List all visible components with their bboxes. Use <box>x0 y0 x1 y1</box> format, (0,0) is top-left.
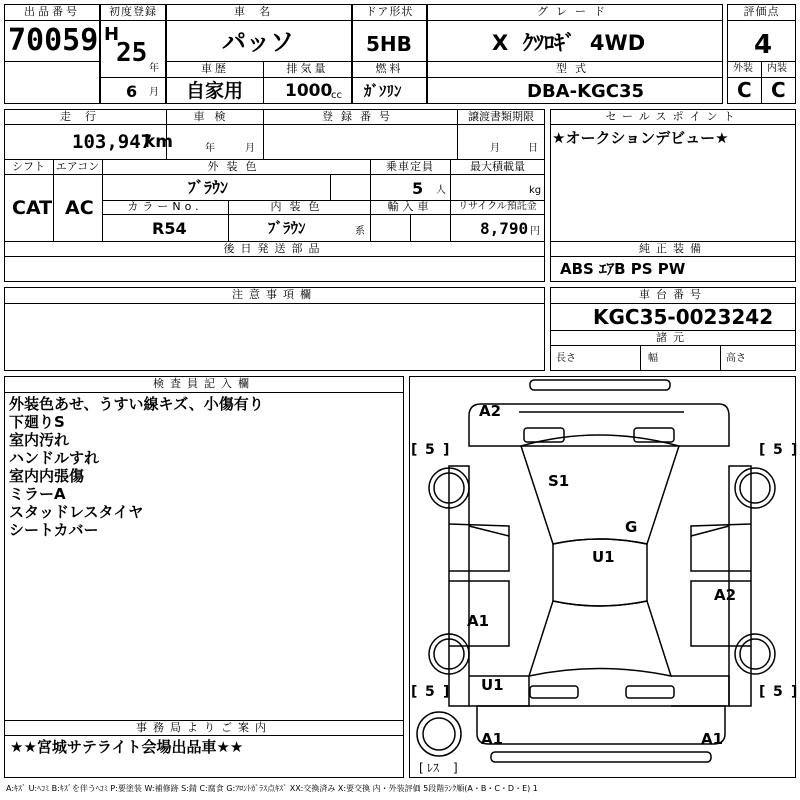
inspection-label: 車検 <box>193 110 236 123</box>
width-label: 幅 <box>648 353 658 364</box>
score: 4 <box>754 30 773 60</box>
later-parts-label: 後日発送部品 <box>223 242 326 255</box>
inspector-notes <box>9 395 264 539</box>
caution-label: 注意事項欄 <box>232 288 317 301</box>
svg-text:[: [ <box>759 442 766 458</box>
sales-point-label: セールスポイント <box>605 110 741 123</box>
inspector-label: 検査員記入欄 <box>153 377 255 390</box>
mileage: 103,947 <box>72 131 153 153</box>
tire-fl: 5 <box>425 442 435 458</box>
svg-text:[: [ <box>759 684 766 700</box>
inspector-note: ハンドルすれ <box>9 449 100 467</box>
svg-text:]: ] <box>791 442 798 458</box>
transfer-day-unit: 日 <box>528 143 538 154</box>
grade-label: グレード <box>537 5 613 18</box>
ext-color-label: 外装色 <box>207 160 265 173</box>
grade: X ｸﾂﾛｷﾞ 4WD <box>492 31 646 55</box>
sales-point-text: ★オークションデビュー★ <box>552 129 729 147</box>
ac-label: エアコン <box>55 160 100 173</box>
inspector-note: シートカバー <box>9 521 99 539</box>
recycle-unit: 円 <box>530 226 540 237</box>
reg-month-unit: 月 <box>149 87 159 98</box>
car-name-label: 車名 <box>234 5 284 18</box>
mark-a2-right: A2 <box>714 586 737 604</box>
office-label: 事務局よりご案内 <box>136 721 272 734</box>
displacement-unit: cc <box>331 90 342 101</box>
mileage-label: 走行 <box>60 110 110 123</box>
displacement-label: 排気量 <box>286 62 329 75</box>
reg-month: 6 <box>126 82 138 101</box>
import-label: 輸入車 <box>387 200 433 213</box>
lot-number: 70059 <box>8 23 99 58</box>
ac: AC <box>65 197 94 219</box>
spare-tire-label: ﾚｽ <box>427 761 440 775</box>
mark-a1-rear-left: A1 <box>481 730 504 748</box>
mark-u1-roof: U1 <box>592 548 615 566</box>
model: DBA-KGC35 <box>527 81 645 102</box>
chassis-number: KGC35-0023242 <box>593 305 774 329</box>
equipment-text: ABS ｴｱB PS PW <box>560 260 686 278</box>
history: 自家用 <box>186 80 244 102</box>
inspector-note: 外装色あせ、うすい線キズ、小傷有り <box>9 395 264 413</box>
door: 5HB <box>366 32 412 56</box>
inspector-note: 室内内張傷 <box>9 467 85 485</box>
inspector-note: 下廻りS <box>9 413 65 431</box>
max-load-label: 最大積載量 <box>470 160 525 173</box>
mark-a1-rear-right: A1 <box>701 730 724 748</box>
mark-g: G <box>625 518 638 536</box>
mileage-unit: km <box>144 132 174 152</box>
displacement: 1000 <box>285 81 333 101</box>
model-label: 型式 <box>556 62 594 75</box>
int-color-suffix: 系 <box>355 226 365 237</box>
color-no: R54 <box>152 219 187 238</box>
svg-text:]: ] <box>453 761 458 775</box>
mark-a1-left: A1 <box>467 612 490 630</box>
svg-text:]: ] <box>443 684 450 700</box>
height-label: 高さ <box>726 353 746 364</box>
exterior-score: C <box>737 78 752 102</box>
interior-score: C <box>771 78 786 102</box>
shift: CAT <box>12 197 53 219</box>
chassis-label: 車台番号 <box>639 288 707 301</box>
svg-text:[: [ <box>411 684 418 700</box>
history-label: 車歴 <box>201 62 229 75</box>
dims-label: 諸元 <box>656 331 690 344</box>
car-name: パッソ <box>222 28 294 56</box>
door-label: ドア形状 <box>365 5 414 18</box>
svg-text:[: [ <box>411 442 418 458</box>
reg-year-unit: 年 <box>149 63 159 74</box>
reg-number-label: 登録番号 <box>322 110 398 123</box>
recycle-label: リサイクル預託金 <box>458 201 537 212</box>
capacity-unit: 人 <box>436 185 446 196</box>
lot-number-label: 出品番号 <box>24 5 80 18</box>
int-color: ﾌﾞﾗｳﾝ <box>268 219 306 237</box>
mark-a2-front: A2 <box>479 402 502 420</box>
capacity-label: 乗車定員 <box>386 160 434 173</box>
exterior-label: 外装 <box>733 63 753 74</box>
mark-u1-rear: U1 <box>481 676 504 694</box>
shift-label: シフト <box>12 160 45 173</box>
transfer-deadline-label: 譲渡書類期限 <box>468 110 534 123</box>
fuel-label: 燃料 <box>375 62 404 75</box>
max-load-unit: kg <box>529 185 542 196</box>
inspection-year-unit: 年 <box>205 143 215 154</box>
svg-text:]: ] <box>443 442 450 458</box>
tire-rr: 5 <box>773 684 783 700</box>
score-label: 評価点 <box>743 5 780 18</box>
tire-rl: 5 <box>425 684 435 700</box>
svg-text:]: ] <box>791 684 798 700</box>
recycle: 8,790 <box>480 219 529 238</box>
ext-color: ﾌﾞﾗｳﾝ <box>188 178 229 197</box>
svg-text:[: [ <box>419 761 424 775</box>
inspector-note: 室内汚れ <box>9 431 70 449</box>
era: H <box>104 24 120 45</box>
equipment-label: 純正装備 <box>639 242 707 255</box>
car-diagram <box>409 376 796 778</box>
damage-code-legend: A:ｷｽﾞ U:ﾍｺﾐ B:ｷｽﾞを伴うﾍｺﾐ P:要塗装 W:補修跡 S:錆 C:腐食 G:ﾌﾛﾝﾄｶﾞﾗｽ点ｷｽﾞ XX:交換済み X:要交換 内・外装評価 5段階ﾗﾝｸ順(A・B・C・D・E) 1 <box>6 784 538 793</box>
inspection-month-unit: 月 <box>245 143 255 154</box>
tire-fr: 5 <box>773 442 783 458</box>
int-color-label: 内装色 <box>270 200 328 213</box>
inspector-note: スタッドレスタイヤ <box>9 503 144 521</box>
mark-s1: S1 <box>548 472 570 490</box>
capacity: 5 <box>412 179 424 198</box>
office-text: ★★宮城サテライト会場出品車★★ <box>10 738 244 756</box>
color-no-label: カラーNo. <box>127 200 203 213</box>
reg-year: 25 <box>116 38 148 68</box>
transfer-month-unit: 月 <box>490 143 500 154</box>
first-registration-label: 初度登録 <box>109 5 157 18</box>
inspector-note: ミラーA <box>9 485 66 503</box>
length-label: 長さ <box>556 353 576 364</box>
interior-label: 内装 <box>767 63 787 74</box>
fuel: ｶﾞｿﾘﾝ <box>364 82 402 100</box>
